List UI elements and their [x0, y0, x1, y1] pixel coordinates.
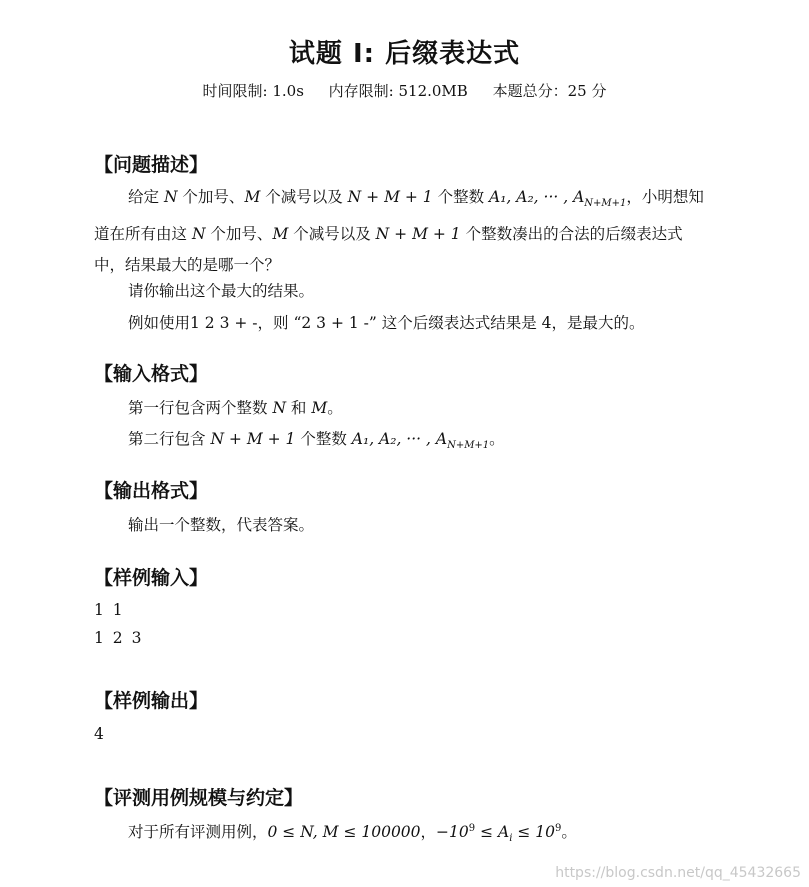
sample-input-line-1: 1 1: [94, 601, 125, 619]
description-paragraph-1: 给定 N 个加号、M 个减号以及 N + M + 1 个整数 A₁, A₂, ··· , $A_{N+M+1}$，小明想知道在所有由这 N 个加号、M 个减号以及 N + M + 1 个整数凑出的合法的后缀表达式中，结果最大的是哪一个？: [94, 188, 704, 275]
time-limit: 时间限制: 1.0s: [202, 82, 304, 100]
output-format-line-1: 输出一个整数，代表答案。: [128, 516, 315, 534]
constraints-heading: 【评测用例规模与约定】: [94, 787, 304, 809]
description-paragraph-3: 例如使用1 2 3 + -，则 “2 3 + 1 -” 这个后缀表达式结果是 4，是最大的。: [128, 314, 645, 332]
description-paragraph-2: 请你输出这个最大的结果。: [128, 282, 315, 300]
input-format-line-2: 第二行包含 N + M + 1 个整数 A₁, A₂, ··· , $A_{N+M+1}$。: [128, 430, 505, 452]
input-format-line-1: 第一行包含两个整数 N 和 M。: [128, 399, 343, 417]
memory-limit: 内存限制: 512.0MB: [328, 82, 468, 100]
sample-input-line-2: 1 2 3: [94, 629, 144, 647]
total-score: 本题总分：25 分: [492, 82, 607, 100]
constraints-line-1: 对于所有评测用例，0 ≤ N, M ≤ 100000，$-10^9 \le A_i \le 10^9$。: [128, 822, 577, 845]
sample-output-line-1: 4: [94, 725, 106, 743]
problem-title: 试题 I: 后缀表达式: [288, 39, 521, 69]
sample-output-heading: 【样例输出】: [94, 690, 209, 712]
description-heading: 【问题描述】: [94, 154, 209, 176]
output-format-heading: 【输出格式】: [94, 480, 209, 502]
watermark: https://blog.csdn.net/qq_45432665: [555, 865, 801, 881]
input-format-heading: 【输入格式】: [94, 363, 209, 385]
limits-line: [0, 80, 809, 101]
sample-input-heading: 【样例输入】: [94, 567, 209, 589]
